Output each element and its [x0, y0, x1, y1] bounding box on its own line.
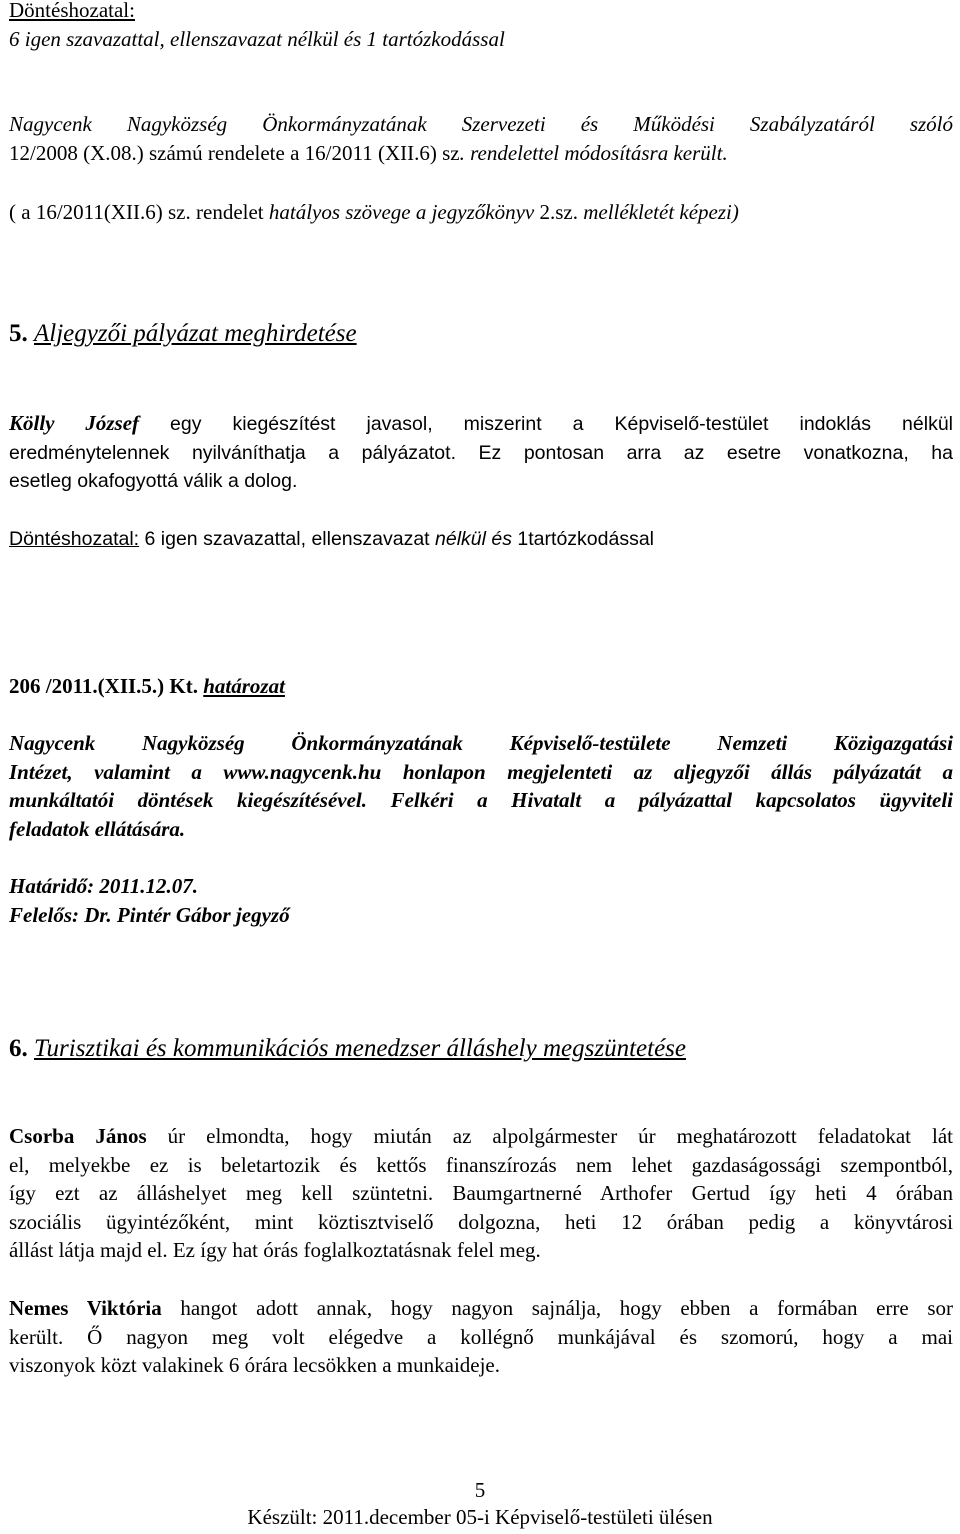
section-5-title: Aljegyzői pályázat meghirdetése	[34, 320, 357, 347]
regulation-line-1: Nagycenk Nagyközség Önkormányzatának Szervezeti és Működési Szabályzatáról szóló	[9, 112, 953, 136]
section-6-paragraph-1: Csorba János úr elmondta, hogy miután az alpolgármester úr meghatározott feladatokat lát el, melyekbe ez is beletartozik és kettős finanszírozás nem lehet gazdaságossági szempontból, így ezt az álláshelyet meg kell szüntetni. Baumgartnerné Arthofer Gertud így heti 4 órában szociális ügyintézőként, mint köztisztviselő dolgozna, heti 12 órában pedig a könyvtárosi állást látja majd el. Ez így hat órás foglalkoztatásnak felel meg.	[9, 1124, 953, 1262]
speaker-csorba: Csorba János	[9, 1124, 147, 1148]
decision-label-2: Döntéshozatal:	[9, 528, 140, 550]
resolution-number: 206 /2011.(XII.5.) Kt. határozat	[9, 674, 285, 698]
section-6-number: 6.	[9, 1035, 28, 1062]
section-6-paragraph-2: Nemes Viktória hangot adott annak, hogy nagyon sajnálja, hogy ebben a formában erre sor került. Ő nagyon meg volt elégedve a kollégnő munkájával és szomorú, hogy a mai viszonyok közt valakinek 6 órára lecsökken a munkaideje.	[9, 1296, 953, 1377]
section-6-heading	[9, 1033, 953, 1065]
section-5-decision: Döntéshozatal: 6 igen szavazattal, ellenszavazat nélkül és 1tartózkodással	[9, 528, 654, 550]
speaker-kolly: Kölly József	[9, 411, 140, 435]
regulation-note: ( a 16/2011(XII.6) sz. rendelet hatályos szövege a jegyzőkönyv 2.sz. mellékletét képezi)	[9, 200, 739, 224]
resolution-text: Nagycenk Nagyközség Önkormányzatának Képviselő-testülete Nemzeti Közigazgatási Intézet, valamint a www.nagycenk.hu honlapon megjelenteti az aljegyzői állás pályázatát a munkáltatói döntések kiegészítésével. Felkéri a Hivatalt a pályázattal kapcsolatos ügyviteli feladatok ellátására.	[9, 731, 954, 841]
decision-label: Döntéshozatal:	[9, 0, 135, 22]
resolution-deadline: Határidő: 2011.12.07. Felelős: Dr. Pintér Gábor jegyző	[9, 874, 290, 927]
decision-block-1	[9, 0, 953, 53]
regulation-paragraph	[9, 110, 953, 167]
page-number: 5	[474, 1478, 486, 1502]
section-5-heading	[9, 318, 953, 350]
section-6-title: Turisztikai és kommunikációs menedzser álláshely megszüntetése	[34, 1035, 686, 1062]
regulation-line-2: 12/2008 (X.08.) számú rendelete a 16/2011 (XII.6) sz. rendelettel módosításra került.	[9, 140, 728, 165]
section-5-paragraph: Kölly József egy kiegészítést javasol, miszerint a Képviselő-testület indoklás nélkül eredménytelennek nyilváníthatja a pályázatot. Ez pontosan arra az esetre vonatkozna, ha esetleg okafogyottá válik a dolog.	[9, 411, 953, 492]
footer-text: Készült: 2011.december 05-i Képviselő-testületi ülésen	[247, 1505, 713, 1529]
decision-vote: 6 igen szavazattal, ellenszavazat nélkül és 1 tartózkodással	[9, 26, 505, 51]
speaker-nemes: Nemes Viktória	[9, 1296, 162, 1320]
section-5-number: 5.	[9, 320, 28, 347]
